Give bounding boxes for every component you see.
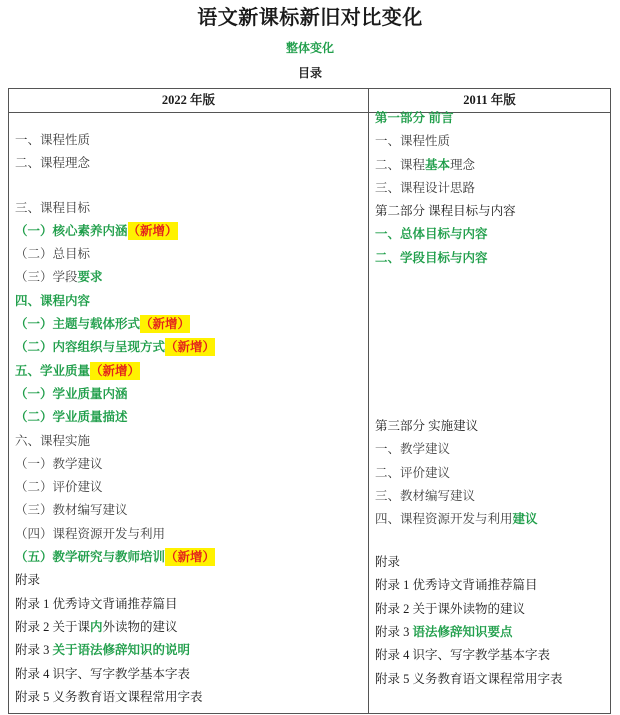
toc-line (15, 313, 368, 336)
toc-text: （一）主题与载体形式 (15, 317, 141, 332)
toc-section (375, 107, 610, 270)
toc-section (15, 129, 368, 176)
toc-line (375, 508, 610, 531)
toc-text: 附录 (15, 573, 41, 588)
toc-text: 附录 2 关于课 (15, 619, 91, 634)
new-addition-badge: （新增） (165, 550, 216, 565)
toc-line (15, 476, 368, 499)
toc-text: 六、课程实施 (15, 433, 91, 448)
toc-line (15, 523, 368, 546)
toc-text: 附录 4 识字、写字教学基本字表 (15, 666, 191, 681)
toc-text: 第三部分 实施建议 (375, 419, 479, 434)
toc-text: （五）教学研究与教师培训 (15, 550, 166, 565)
toc-text: 第二部分 课程目标与内容 (375, 204, 516, 219)
toc-line (15, 220, 368, 243)
toc-text: 一、总体目标与内容 (375, 227, 488, 242)
toc-line (15, 663, 368, 686)
toc-line (15, 290, 368, 313)
toc-line (375, 200, 610, 223)
toc-text: 三、课程目标 (15, 200, 91, 215)
toc-line (15, 546, 368, 569)
toc-text: 第一部分 前言 (375, 111, 454, 125)
toc-text: （四）课程资源开发与利用 (15, 526, 166, 541)
toc-text: 二、评价建议 (375, 465, 451, 480)
toc-text: 语法修辞知识要点 (412, 624, 513, 639)
toc-line (15, 336, 368, 359)
toc-line (15, 243, 368, 266)
toc-text: 附录 1 优秀诗文背诵推荐篇目 (15, 596, 178, 611)
toc-line (15, 499, 368, 522)
column-2011 (369, 89, 610, 713)
toc-line (15, 266, 368, 289)
toc-line (15, 453, 368, 476)
toc-line (15, 593, 368, 616)
toc-line (375, 130, 610, 153)
toc-line (15, 686, 368, 709)
new-addition-badge: （新增） (127, 223, 178, 238)
toc-text: 四、课程内容 (15, 293, 91, 308)
toc-line (375, 247, 610, 270)
toc-line (375, 415, 610, 438)
new-addition-badge: （新增） (140, 317, 191, 332)
toc-line (15, 197, 368, 220)
toc-text: 一、课程性质 (15, 133, 91, 147)
toc-text: 一、教学建议 (375, 442, 451, 457)
toc-text: 附录 3 (15, 643, 53, 658)
toc-text: 建议 (512, 512, 538, 527)
toc-text: 二、学段目标与内容 (375, 250, 488, 265)
toc-text: 二、课程 (375, 157, 426, 172)
toc-text: （三）教材编写建议 (15, 503, 128, 518)
toc-text: 内 (90, 619, 103, 634)
toc-line (375, 644, 610, 667)
toc-text: （一）教学建议 (15, 456, 103, 471)
toc-line (375, 621, 610, 644)
column-body-2011 (369, 107, 610, 691)
toc-text: （二）内容组织与呈现方式 (15, 340, 166, 355)
toc-heading: 目录 (297, 66, 322, 80)
toc-line (15, 569, 368, 592)
toc-line (375, 438, 610, 461)
toc-line (375, 574, 610, 597)
toc-line (15, 616, 368, 639)
toc-text: 二、课程理念 (15, 156, 91, 171)
toc-section (375, 415, 610, 531)
toc-text: 五、学业质量 (15, 363, 91, 378)
toc-text: 理念 (450, 157, 476, 172)
section-subtitle: 整体变化 (285, 41, 334, 55)
toc-text: （一）核心素养内涵 (15, 223, 128, 238)
toc-text: 基本 (425, 157, 451, 172)
column-header-2022: 2022 年版 (9, 89, 368, 113)
toc-text: 外读物的建议 (102, 619, 178, 634)
toc-text: 附录 5 义务教育语文课程常用字表 (375, 671, 563, 686)
toc-text: （二）学业质量描述 (15, 410, 128, 425)
toc-text: （二）评价建议 (15, 480, 103, 495)
toc-text: 附录 3 (375, 624, 413, 639)
toc-text: 三、教材编写建议 (375, 488, 476, 503)
toc-text: 附录 (375, 555, 401, 570)
toc-line (375, 668, 610, 691)
toc-line (15, 430, 368, 453)
toc-line (375, 154, 610, 177)
toc-text: 一、课程性质 (375, 134, 451, 149)
toc-text: 关于语法修辞知识的说明 (52, 643, 191, 658)
toc-text: 附录 2 关于课外读物的建议 (375, 601, 526, 616)
toc-text: （一）学业质量内涵 (15, 386, 128, 401)
toc-line (15, 152, 368, 175)
toc-line (15, 406, 368, 429)
toc-text: 附录 5 义务教育语文课程常用字表 (15, 689, 203, 704)
toc-line (15, 383, 368, 406)
toc-text: 要求 (77, 270, 103, 285)
toc-text: 三、课程设计思路 (375, 180, 476, 195)
toc-text: 附录 1 优秀诗文背诵推荐篇目 (375, 578, 538, 593)
toc-line (375, 551, 610, 574)
toc-text: 附录 4 识字、写字教学基本字表 (375, 648, 551, 663)
document-title: 语文新课标新旧对比变化 (197, 7, 423, 29)
comparison-table (8, 88, 611, 714)
new-addition-badge: （新增） (90, 363, 141, 378)
toc-text: （三）学段 (15, 270, 78, 285)
toc-line (15, 639, 368, 662)
new-addition-badge: （新增） (165, 340, 216, 355)
column-header-2011: 2011 年版 (369, 89, 610, 113)
toc-line (15, 129, 368, 152)
toc-line (375, 462, 610, 485)
toc-line (375, 223, 610, 246)
column-body-2022 (9, 129, 368, 709)
toc-section (375, 551, 610, 691)
toc-text: 四、课程资源开发与利用 (375, 512, 513, 527)
toc-line (375, 598, 610, 621)
toc-section (15, 197, 368, 710)
column-2022 (9, 89, 369, 713)
toc-line (375, 485, 610, 508)
toc-line (15, 360, 368, 383)
toc-line (375, 177, 610, 200)
toc-text: （二）总目标 (15, 247, 91, 262)
